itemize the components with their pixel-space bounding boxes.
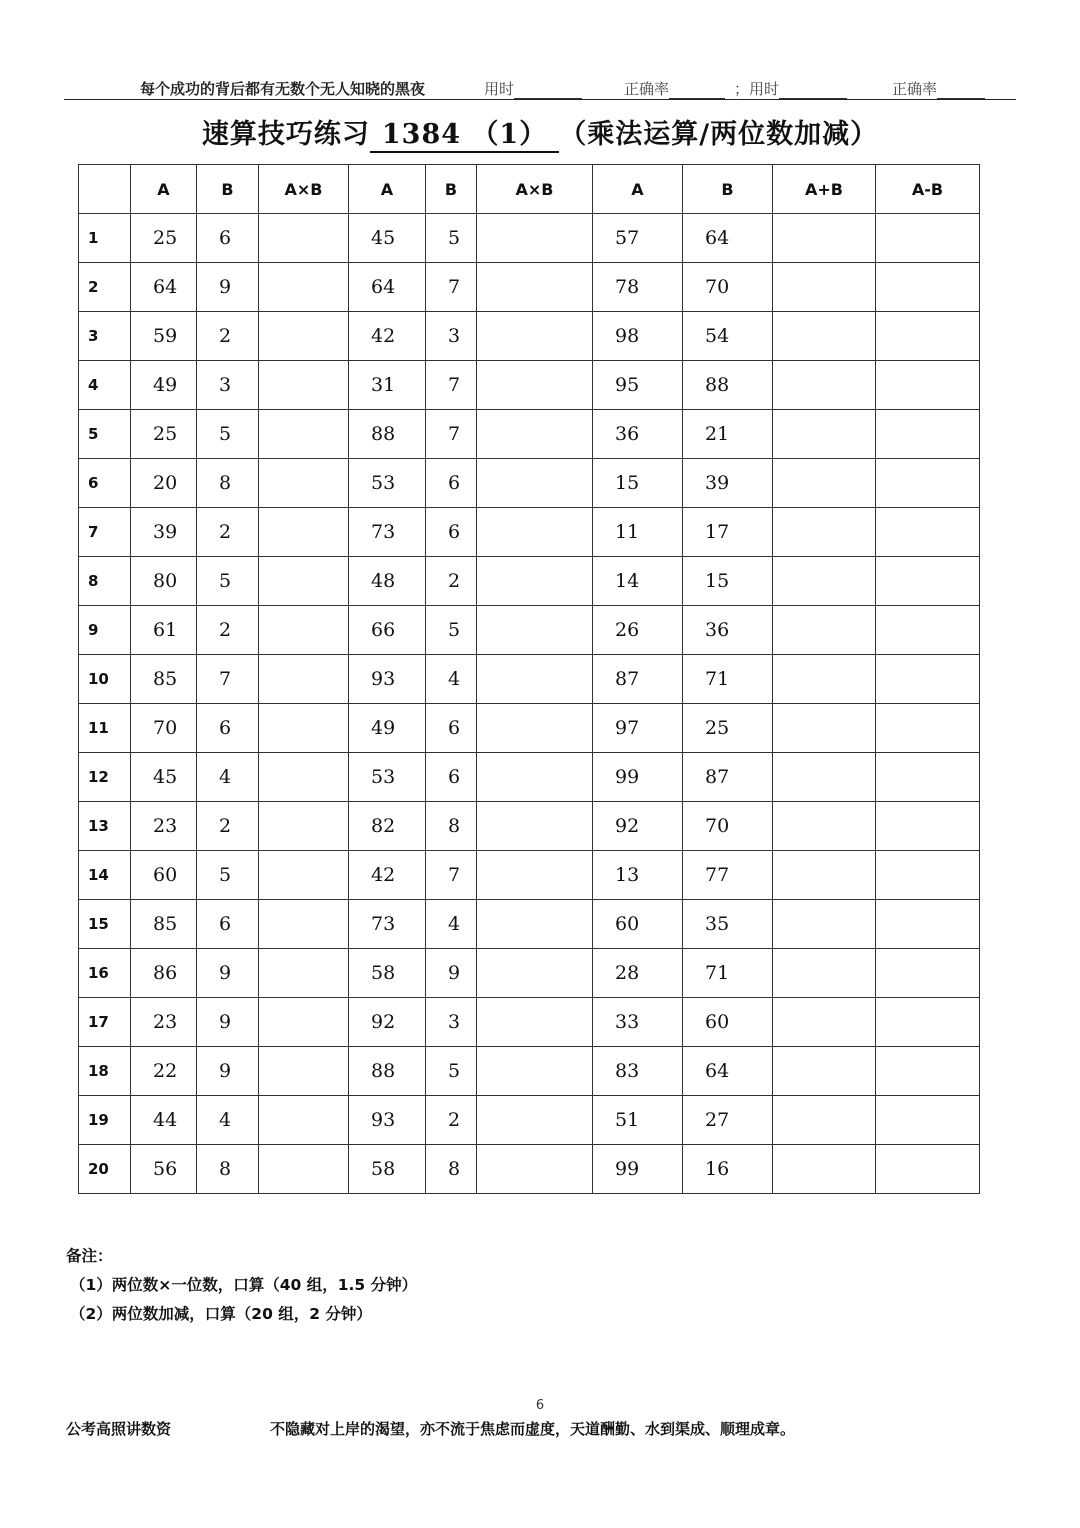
accuracy-label-1: 正确率 [624, 80, 670, 98]
a1-cell: 56 [131, 1145, 197, 1194]
table-body [79, 214, 980, 1194]
sum-answer-cell[interactable] [773, 1047, 876, 1096]
a2-cell: 58 [349, 1145, 426, 1194]
sum-answer-cell[interactable] [773, 459, 876, 508]
product1-answer-cell[interactable] [259, 312, 349, 361]
a1-cell: 70 [131, 704, 197, 753]
a3-cell: 60 [593, 900, 683, 949]
sum-answer-cell[interactable] [773, 312, 876, 361]
b3-cell: 16 [683, 1145, 773, 1194]
table-row [79, 704, 980, 753]
a2-cell: 64 [349, 263, 426, 312]
b2-cell: 8 [426, 1145, 477, 1194]
a1-cell: 44 [131, 1096, 197, 1145]
diff-answer-cell[interactable] [876, 900, 980, 949]
b2-cell: 2 [426, 557, 477, 606]
row-index-cell: 2 [79, 263, 131, 312]
b1-cell: 2 [197, 312, 259, 361]
b1-cell: 5 [197, 851, 259, 900]
product2-answer-cell[interactable] [477, 1047, 593, 1096]
sum-answer-cell[interactable] [773, 998, 876, 1047]
product2-answer-cell[interactable] [477, 704, 593, 753]
b3-cell: 87 [683, 753, 773, 802]
product1-answer-cell[interactable] [259, 557, 349, 606]
b1-cell: 2 [197, 606, 259, 655]
sum-answer-cell[interactable] [773, 753, 876, 802]
b3-cell: 64 [683, 214, 773, 263]
row-index-cell: 9 [79, 606, 131, 655]
b3-cell: 71 [683, 949, 773, 998]
diff-answer-cell[interactable] [876, 557, 980, 606]
a3-cell: 97 [593, 704, 683, 753]
product1-answer-cell[interactable] [259, 1145, 349, 1194]
exercise-table [78, 164, 980, 1194]
a1-cell: 60 [131, 851, 197, 900]
product2-answer-cell[interactable] [477, 900, 593, 949]
time-label-1: 用时 [484, 80, 515, 98]
b3-cell: 36 [683, 606, 773, 655]
b1-cell: 9 [197, 1047, 259, 1096]
b3-cell: 70 [683, 263, 773, 312]
row-index-cell: 14 [79, 851, 131, 900]
a3-cell: 83 [593, 1047, 683, 1096]
row-index-cell: 4 [79, 361, 131, 410]
row-index-cell: 13 [79, 802, 131, 851]
a1-cell: 39 [131, 508, 197, 557]
b1-cell: 5 [197, 557, 259, 606]
note-item-2: （2）两位数加减，口算（20 组，2 分钟） [70, 1305, 372, 1323]
row-index-cell: 12 [79, 753, 131, 802]
a2-cell: 93 [349, 655, 426, 704]
a1-cell: 80 [131, 557, 197, 606]
a3-cell: 13 [593, 851, 683, 900]
header-motto: 每个成功的背后都有无数个无人知晓的黑夜 [140, 80, 426, 98]
sum-answer-cell[interactable] [773, 1096, 876, 1145]
b3-cell: 39 [683, 459, 773, 508]
product2-answer-cell[interactable] [477, 361, 593, 410]
product2-answer-cell[interactable] [477, 508, 593, 557]
a1-cell: 85 [131, 900, 197, 949]
header-cell-index [79, 165, 131, 214]
header-cell-b3: B [683, 165, 773, 214]
table-row [79, 557, 980, 606]
a1-cell: 20 [131, 459, 197, 508]
b1-cell: 9 [197, 263, 259, 312]
product2-answer-cell[interactable] [477, 1096, 593, 1145]
a2-cell: 73 [349, 508, 426, 557]
row-index-cell: 8 [79, 557, 131, 606]
table-row [79, 900, 980, 949]
page-title [0, 112, 1080, 153]
page-number: 6 [535, 1398, 545, 1413]
product2-answer-cell[interactable] [477, 753, 593, 802]
a2-cell: 53 [349, 753, 426, 802]
header-separator: ； [734, 80, 750, 98]
b3-cell: 71 [683, 655, 773, 704]
table-row [79, 753, 980, 802]
row-index-cell: 18 [79, 1047, 131, 1096]
diff-answer-cell[interactable] [876, 1145, 980, 1194]
row-index-cell: 20 [79, 1145, 131, 1194]
product1-answer-cell[interactable] [259, 410, 349, 459]
table-row [79, 998, 980, 1047]
a3-cell: 26 [593, 606, 683, 655]
product2-answer-cell[interactable] [477, 263, 593, 312]
a2-cell: 66 [349, 606, 426, 655]
product1-answer-cell[interactable] [259, 606, 349, 655]
accuracy-blank-1[interactable] [669, 84, 725, 99]
row-index-cell: 6 [79, 459, 131, 508]
sum-answer-cell[interactable] [773, 900, 876, 949]
a2-cell: 92 [349, 998, 426, 1047]
b3-cell: 54 [683, 312, 773, 361]
accuracy-field-1 [624, 78, 725, 99]
b2-cell: 6 [426, 704, 477, 753]
a3-cell: 57 [593, 214, 683, 263]
accuracy-label-2: 正确率 [892, 80, 938, 98]
b2-cell: 5 [426, 606, 477, 655]
diff-answer-cell[interactable] [876, 312, 980, 361]
b1-cell: 8 [197, 1145, 259, 1194]
product2-answer-cell[interactable] [477, 214, 593, 263]
diff-answer-cell[interactable] [876, 704, 980, 753]
product2-answer-cell[interactable] [477, 312, 593, 361]
b2-cell: 2 [426, 1096, 477, 1145]
product1-answer-cell[interactable] [259, 949, 349, 998]
a1-cell: 61 [131, 606, 197, 655]
product1-answer-cell[interactable] [259, 1096, 349, 1145]
a2-cell: 45 [349, 214, 426, 263]
a3-cell: 14 [593, 557, 683, 606]
row-index-cell: 16 [79, 949, 131, 998]
a2-cell: 88 [349, 410, 426, 459]
b2-cell: 6 [426, 753, 477, 802]
b3-cell: 27 [683, 1096, 773, 1145]
table-row [79, 1047, 980, 1096]
product2-answer-cell[interactable] [477, 851, 593, 900]
b2-cell: 3 [426, 998, 477, 1047]
sum-answer-cell[interactable] [773, 557, 876, 606]
a2-cell: 42 [349, 312, 426, 361]
a2-cell: 93 [349, 1096, 426, 1145]
b1-cell: 4 [197, 753, 259, 802]
product1-answer-cell[interactable] [259, 851, 349, 900]
a3-cell: 92 [593, 802, 683, 851]
a1-cell: 25 [131, 410, 197, 459]
header-cell-a3: A [593, 165, 683, 214]
product1-answer-cell[interactable] [259, 508, 349, 557]
sum-answer-cell[interactable] [773, 606, 876, 655]
header-cell-diff: A-B [876, 165, 980, 214]
a2-cell: 73 [349, 900, 426, 949]
a2-cell: 49 [349, 704, 426, 753]
a2-cell: 88 [349, 1047, 426, 1096]
notes-heading: 备注： [66, 1247, 113, 1265]
b3-cell: 60 [683, 998, 773, 1047]
diff-answer-cell[interactable] [876, 1096, 980, 1145]
row-index-cell: 3 [79, 312, 131, 361]
product2-answer-cell[interactable] [477, 1145, 593, 1194]
a3-cell: 87 [593, 655, 683, 704]
a1-cell: 59 [131, 312, 197, 361]
sum-answer-cell[interactable] [773, 949, 876, 998]
diff-answer-cell[interactable] [876, 508, 980, 557]
sum-answer-cell[interactable] [773, 1145, 876, 1194]
b3-cell: 15 [683, 557, 773, 606]
diff-answer-cell[interactable] [876, 410, 980, 459]
table-row [79, 508, 980, 557]
b3-cell: 77 [683, 851, 773, 900]
b1-cell: 6 [197, 214, 259, 263]
diff-answer-cell[interactable] [876, 998, 980, 1047]
b1-cell: 6 [197, 900, 259, 949]
diff-answer-cell[interactable] [876, 214, 980, 263]
a2-cell: 42 [349, 851, 426, 900]
a3-cell: 33 [593, 998, 683, 1047]
b1-cell: 2 [197, 508, 259, 557]
diff-answer-cell[interactable] [876, 655, 980, 704]
diff-answer-cell[interactable] [876, 361, 980, 410]
b3-cell: 88 [683, 361, 773, 410]
a2-cell: 31 [349, 361, 426, 410]
b3-cell: 21 [683, 410, 773, 459]
b1-cell: 5 [197, 410, 259, 459]
product2-answer-cell[interactable] [477, 606, 593, 655]
b2-cell: 5 [426, 1047, 477, 1096]
time-field-2 [734, 78, 847, 99]
table-row [79, 802, 980, 851]
product2-answer-cell[interactable] [477, 410, 593, 459]
row-index-cell: 10 [79, 655, 131, 704]
a3-cell: 95 [593, 361, 683, 410]
a3-cell: 11 [593, 508, 683, 557]
sum-answer-cell[interactable] [773, 655, 876, 704]
row-index-cell: 1 [79, 214, 131, 263]
b3-cell: 17 [683, 508, 773, 557]
b1-cell: 7 [197, 655, 259, 704]
sum-answer-cell[interactable] [773, 508, 876, 557]
row-index-cell: 5 [79, 410, 131, 459]
b1-cell: 9 [197, 998, 259, 1047]
a1-cell: 86 [131, 949, 197, 998]
header-cell-product2: A×B [477, 165, 593, 214]
product1-answer-cell[interactable] [259, 655, 349, 704]
a2-cell: 48 [349, 557, 426, 606]
sum-answer-cell[interactable] [773, 704, 876, 753]
header-cell-b2: B [426, 165, 477, 214]
a2-cell: 82 [349, 802, 426, 851]
time-label-2: 用时 [749, 80, 780, 98]
row-index-cell: 15 [79, 900, 131, 949]
header-cell-sum: A+B [773, 165, 876, 214]
product2-answer-cell[interactable] [477, 998, 593, 1047]
b2-cell: 7 [426, 851, 477, 900]
a1-cell: 45 [131, 753, 197, 802]
a3-cell: 99 [593, 753, 683, 802]
accuracy-field-2 [892, 78, 985, 99]
diff-answer-cell[interactable] [876, 606, 980, 655]
b2-cell: 6 [426, 459, 477, 508]
product2-answer-cell[interactable] [477, 557, 593, 606]
a2-cell: 58 [349, 949, 426, 998]
b2-cell: 8 [426, 802, 477, 851]
table-row [79, 655, 980, 704]
time-blank-1[interactable] [514, 84, 582, 99]
product1-answer-cell[interactable] [259, 802, 349, 851]
b2-cell: 4 [426, 900, 477, 949]
row-index-cell: 11 [79, 704, 131, 753]
table-row [79, 459, 980, 508]
b1-cell: 6 [197, 704, 259, 753]
a3-cell: 98 [593, 312, 683, 361]
b2-cell: 7 [426, 361, 477, 410]
a3-cell: 28 [593, 949, 683, 998]
footer-left: 公考高照讲数资 [66, 1420, 172, 1438]
sum-answer-cell[interactable] [773, 214, 876, 263]
a2-cell: 53 [349, 459, 426, 508]
diff-answer-cell[interactable] [876, 949, 980, 998]
table-row [79, 851, 980, 900]
a1-cell: 25 [131, 214, 197, 263]
product2-answer-cell[interactable] [477, 655, 593, 704]
product1-answer-cell[interactable] [259, 361, 349, 410]
product2-answer-cell[interactable] [477, 949, 593, 998]
header-cell-a1: A [131, 165, 197, 214]
table-row [79, 410, 980, 459]
b1-cell: 9 [197, 949, 259, 998]
a3-cell: 36 [593, 410, 683, 459]
sum-answer-cell[interactable] [773, 361, 876, 410]
table-row [79, 949, 980, 998]
a3-cell: 51 [593, 1096, 683, 1145]
b1-cell: 4 [197, 1096, 259, 1145]
a1-cell: 64 [131, 263, 197, 312]
table-row [79, 1145, 980, 1194]
footer-right: 不隐藏对上岸的渴望，亦不流于焦虑而虚度，天道酬勤、水到渠成、顺理成章。 [270, 1420, 796, 1438]
b1-cell: 3 [197, 361, 259, 410]
b2-cell: 7 [426, 410, 477, 459]
b2-cell: 9 [426, 949, 477, 998]
diff-answer-cell[interactable] [876, 851, 980, 900]
a3-cell: 99 [593, 1145, 683, 1194]
b3-cell: 35 [683, 900, 773, 949]
table-row [79, 214, 980, 263]
product1-answer-cell[interactable] [259, 1047, 349, 1096]
b2-cell: 4 [426, 655, 477, 704]
row-index-cell: 7 [79, 508, 131, 557]
product1-answer-cell[interactable] [259, 263, 349, 312]
b2-cell: 5 [426, 214, 477, 263]
b1-cell: 2 [197, 802, 259, 851]
product1-answer-cell[interactable] [259, 704, 349, 753]
sum-answer-cell[interactable] [773, 802, 876, 851]
b2-cell: 3 [426, 312, 477, 361]
b3-cell: 25 [683, 704, 773, 753]
header-line [64, 72, 1016, 100]
sum-answer-cell[interactable] [773, 263, 876, 312]
a1-cell: 85 [131, 655, 197, 704]
product1-answer-cell[interactable] [259, 753, 349, 802]
time-blank-2[interactable] [779, 84, 847, 99]
diff-answer-cell[interactable] [876, 263, 980, 312]
row-index-cell: 19 [79, 1096, 131, 1145]
diff-answer-cell[interactable] [876, 753, 980, 802]
table-row [79, 606, 980, 655]
title-prefix: 速算技巧练习 [201, 119, 370, 150]
notes [66, 1242, 417, 1329]
b3-cell: 64 [683, 1047, 773, 1096]
product1-answer-cell[interactable] [259, 459, 349, 508]
product2-answer-cell[interactable] [477, 802, 593, 851]
product1-answer-cell[interactable] [259, 214, 349, 263]
table-row [79, 263, 980, 312]
table-row [79, 361, 980, 410]
product1-answer-cell[interactable] [259, 998, 349, 1047]
header-cell-product1: A×B [259, 165, 349, 214]
a3-cell: 78 [593, 263, 683, 312]
b1-cell: 8 [197, 459, 259, 508]
title-number: 1384 （1） [370, 112, 559, 153]
a1-cell: 23 [131, 998, 197, 1047]
b2-cell: 6 [426, 508, 477, 557]
title-suffix: （乘法运算/两位数加减） [559, 119, 879, 150]
sum-answer-cell[interactable] [773, 851, 876, 900]
table-row [79, 312, 980, 361]
a1-cell: 49 [131, 361, 197, 410]
sum-answer-cell[interactable] [773, 410, 876, 459]
a1-cell: 23 [131, 802, 197, 851]
header-rule [64, 99, 1016, 100]
note-item-1: （1）两位数×一位数，口算（40 组，1.5 分钟） [70, 1276, 418, 1294]
table-row [79, 1096, 980, 1145]
time-field-1 [484, 78, 582, 99]
header-cell-b1: B [197, 165, 259, 214]
diff-answer-cell[interactable] [876, 459, 980, 508]
product2-answer-cell[interactable] [477, 459, 593, 508]
diff-answer-cell[interactable] [876, 1047, 980, 1096]
header-cell-a2: A [349, 165, 426, 214]
product1-answer-cell[interactable] [259, 900, 349, 949]
diff-answer-cell[interactable] [876, 802, 980, 851]
a3-cell: 15 [593, 459, 683, 508]
b2-cell: 7 [426, 263, 477, 312]
a1-cell: 22 [131, 1047, 197, 1096]
b3-cell: 70 [683, 802, 773, 851]
table-header-row [79, 165, 980, 214]
row-index-cell: 17 [79, 998, 131, 1047]
accuracy-blank-2[interactable] [937, 84, 985, 99]
